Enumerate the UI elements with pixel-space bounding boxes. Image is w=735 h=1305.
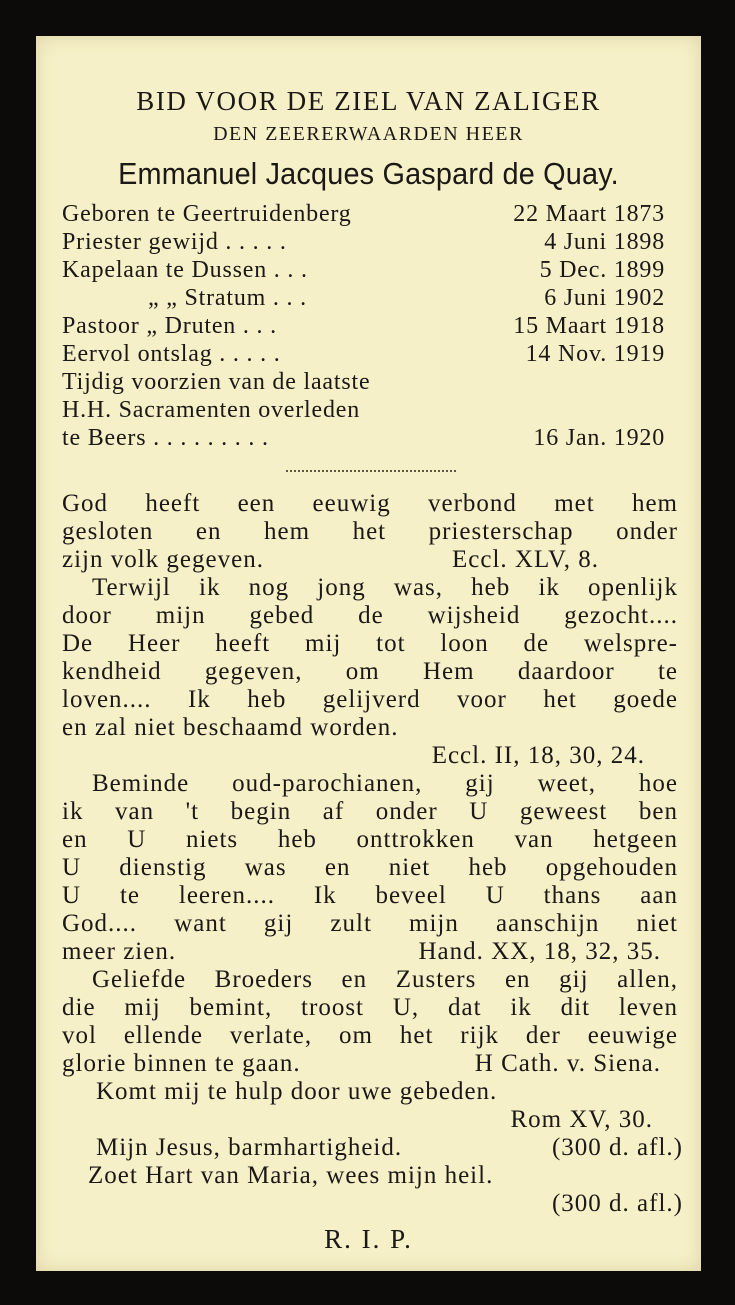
text-line: Beminde oud-parochianen, gij weet, hoe [92, 770, 678, 797]
text-line: U te leeren.... Ik beveel U thans aan [62, 882, 678, 909]
heading-prayer: BID VOOR DE ZIEL VAN ZALIGER [136, 86, 601, 116]
text-line: loven.... Ik heb gelijverd voor het goede [62, 686, 678, 713]
bio-date-born: 22 Maart 1873 [513, 201, 665, 227]
text-line: zijn volk gegeven. [62, 546, 264, 573]
text-line: meer zien. [62, 938, 177, 965]
bio-label-born: Geboren te Geertruidenberg [62, 201, 352, 227]
text-line: en U niets heb onttrokken van hetgeen [62, 826, 678, 853]
citation: Eccl. XLV, 8. [452, 546, 600, 573]
text-line: God heeft een eeuwig verbond met hem [62, 490, 678, 517]
bio-date-ordained: 4 Juni 1898 [544, 229, 665, 255]
indulgence-note: (300 d. afl.) [551, 1190, 683, 1217]
text-line: God.... want gij zult mijn aanschijn niet [62, 910, 678, 937]
text-line: kendheid gegeven, om Hem daardoor te [62, 658, 678, 685]
indulgence-note: (300 d. afl.) [551, 1134, 683, 1161]
text-line: Geliefde Broeders en Zusters en gij allen, [92, 966, 678, 993]
text-line: glorie binnen te gaan. [62, 1050, 301, 1077]
bio-label-sacraments-1: Tijdig voorzien van de laatste [62, 369, 371, 395]
bio-date-chaplain-dussen: 5 Dec. 1899 [539, 257, 665, 283]
citation: Eccl. II, 18, 30, 24. [431, 742, 645, 769]
dotted-divider [286, 470, 456, 472]
bio-date-died: 16 Jan. 1920 [533, 425, 665, 451]
text-line: en zal niet beschaamd worden. [62, 714, 399, 741]
rip-footer: R. I. P. [324, 1224, 413, 1254]
bio-label-pastor-druten: Pastoor „ Druten . . . [62, 313, 277, 339]
text-line: vol ellende verlate, om het rijk der eeuwige [62, 1022, 678, 1049]
bio-date-pastor-druten: 15 Maart 1918 [513, 313, 665, 339]
bio-label-retired: Eervol ontslag . . . . . [62, 341, 281, 367]
bio-label-chaplain-stratum: „ „ Stratum . . . [148, 285, 307, 311]
text-line: De Heer heeft mij tot loon de welspre- [62, 630, 678, 657]
text-line: ik van 't begin af onder U geweest ben [62, 798, 678, 825]
bio-label-chaplain-dussen: Kapelaan te Dussen . . . [62, 257, 308, 283]
indulgence-prayer: Mijn Jesus, barmhartigheid. [96, 1134, 403, 1161]
prayer-card [36, 36, 701, 1271]
text-line: Terwijl ik nog jong was, heb ik openlijk [92, 574, 678, 601]
bio-label-ordained: Priester gewijd . . . . . [62, 229, 287, 255]
citation: Rom XV, 30. [510, 1106, 653, 1133]
bio-label-sacraments-2: H.H. Sacramenten overleden [62, 397, 361, 423]
heading-title: DEN ZEERERWAARDEN HEER [213, 123, 524, 145]
bio-date-retired: 14 Nov. 1919 [525, 341, 665, 367]
text-line: die mij bemint, troost U, dat ik dit leven [62, 994, 678, 1021]
citation: Hand. XX, 18, 32, 35. [418, 938, 661, 965]
text-line: gesloten en hem het priesterschap onder [62, 518, 678, 545]
bio-date-chaplain-stratum: 6 Juni 1902 [544, 285, 665, 311]
text-line: U dienstig was en niet heb opgehouden [62, 854, 678, 881]
text-line: door mijn gebed de wijsheid gezocht.... [62, 602, 678, 629]
indulgence-prayer: Zoet Hart van Maria, wees mijn heil. [88, 1162, 494, 1189]
text-line: Komt mij te hulp door uwe gebeden. [96, 1078, 498, 1105]
deceased-name: Emmanuel Jacques Gaspard de Quay. [118, 156, 619, 191]
citation: H Cath. v. Siena. [474, 1050, 661, 1077]
bio-label-died-beers: te Beers . . . . . . . . . [62, 425, 269, 451]
